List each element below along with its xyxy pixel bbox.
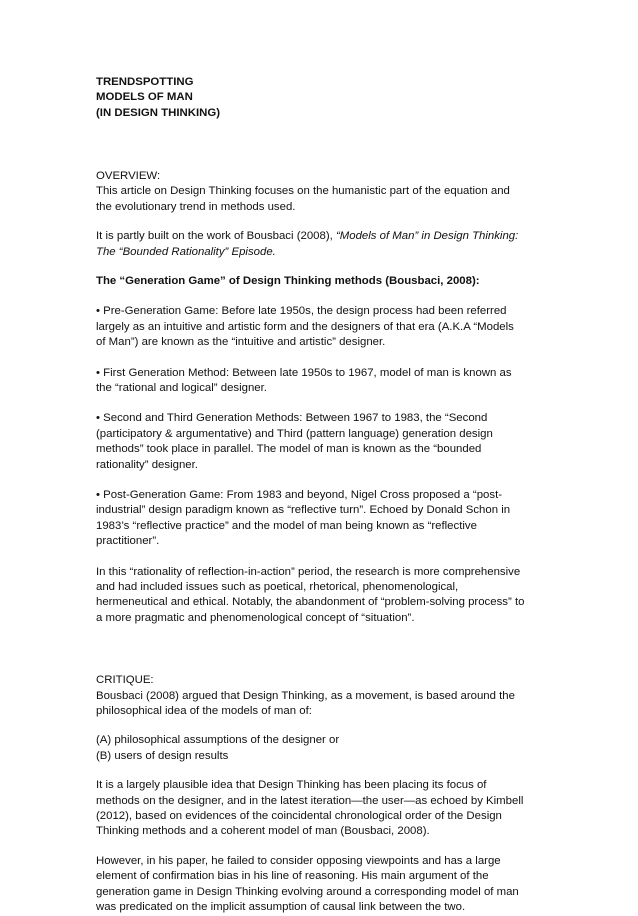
paragraph-line: largely as an intuitive and artistic form and the designers of that era (A.K.A “Models xyxy=(96,320,514,333)
post-generation-paragraph xyxy=(96,488,546,550)
paragraph-line: hermeneutical and ethical. Notably, the abandonment of “problem-solving process” to xyxy=(96,596,525,609)
however-paragraph xyxy=(96,854,546,916)
paragraph-line: methods on the designer, and in the latest iteration—the user—as echoed by Kimbell xyxy=(96,794,524,807)
plausible-paragraph xyxy=(96,778,546,840)
paragraph-line: generation game in Design Thinking evolving around a corresponding model of man xyxy=(96,885,519,898)
paragraph-line: 1983’s “reflective practice” and the model of man being known as “reflective xyxy=(96,519,477,532)
rationality-paragraph xyxy=(96,565,546,627)
second-third-generation-paragraph xyxy=(96,411,546,473)
pre-generation-paragraph xyxy=(96,304,546,350)
first-generation-paragraph xyxy=(96,366,546,397)
paragraph-line: In this “rationality of reflection-in-action” period, the research is more comprehensive xyxy=(96,565,521,578)
title-line: TRENDSPOTTING xyxy=(96,76,194,88)
generation-section xyxy=(96,274,546,626)
paragraph-line: • First Generation Method: Between late 1950s to 1967, model of man is known as xyxy=(96,366,512,379)
overview-line: This article on Design Thinking focuses on the humanistic part of the equation and xyxy=(96,185,510,198)
paragraph-line: • Second and Third Generation Methods: Between 1967 to 1983, the “Second xyxy=(96,412,488,425)
paragraph-line: and had included issues such as poetical, rhetorical, phenomenological, xyxy=(96,581,459,594)
paragraph-line: • Pre-Generation Game: Before late 1950s, the design process had been referred xyxy=(96,305,507,318)
overview-heading: OVERVIEW: xyxy=(96,169,161,182)
paragraph-line: was predicated on the implicit assumption of causal link between the two. xyxy=(96,901,466,914)
paragraph-line: (2012), based on evidences of the coincidental chronological order of the Design xyxy=(96,810,502,823)
overview-line: the evolutionary trend in methods used. xyxy=(96,200,296,213)
paragraph-line: rationality” designer. xyxy=(96,458,198,471)
source-text: It is partly built on the work of Bousbaci (2008), xyxy=(96,230,336,243)
generation-heading: The “Generation Game” of Design Thinking methods (Bousbaci, 2008): xyxy=(96,274,480,287)
source-title-cont: The “Bounded Rationality” Episode. xyxy=(96,245,276,258)
paragraph-line: Thinking methods and a coherent model of man (Bousbaci, 2008). xyxy=(96,825,430,838)
document-page xyxy=(96,75,546,916)
paragraph-line: (participatory & argumentative) and Third (pattern language) generation design xyxy=(96,427,493,440)
paragraph-line: practitioner”. xyxy=(96,535,160,548)
paragraph-line: Bousbaci (2008) argued that Design Thinking, as a movement, is based around the xyxy=(96,689,515,702)
paragraph-line: a more pragmatic and phenomenological concept of “situation”. xyxy=(96,611,415,624)
paragraph-line: methods” took place in parallel. The model of man is known as the “bounded xyxy=(96,443,482,456)
paragraph-line: of Man”) are known as the “intuitive and artistic” designer. xyxy=(96,336,386,349)
overview-section xyxy=(96,169,546,260)
document-title xyxy=(96,75,546,121)
overview-source xyxy=(96,229,546,244)
paragraph-line: industrial” design paradigm known as “reflective turn”. Echoed by Donald Schon in xyxy=(96,504,511,517)
option-line: (A) philosophical assumptions of the designer or xyxy=(96,734,340,747)
paragraph-line: It is a largely plausible idea that Design Thinking has been placing its focus of xyxy=(96,779,487,792)
paragraph-line: However, in his paper, he failed to consider opposing viewpoints and has a large xyxy=(96,854,501,867)
option-line: (B) users of design results xyxy=(96,749,229,762)
critique-heading: CRITIQUE: xyxy=(96,674,154,687)
source-title: “Models of Man” in Design Thinking: xyxy=(335,230,519,243)
title-line: MODELS OF MAN xyxy=(96,91,193,104)
paragraph-line: element of confirmation bias in his line of reasoning. His main argument of the xyxy=(96,870,489,883)
critique-section xyxy=(96,673,546,915)
paragraph-line: philosophical idea of the models of man of: xyxy=(96,705,312,718)
paragraph-line: • Post-Generation Game: From 1983 and beyond, Nigel Cross proposed a “post- xyxy=(96,488,503,501)
title-line: (IN DESIGN THINKING) xyxy=(96,106,221,119)
paragraph-line: the “rational and logical” designer. xyxy=(96,381,267,394)
